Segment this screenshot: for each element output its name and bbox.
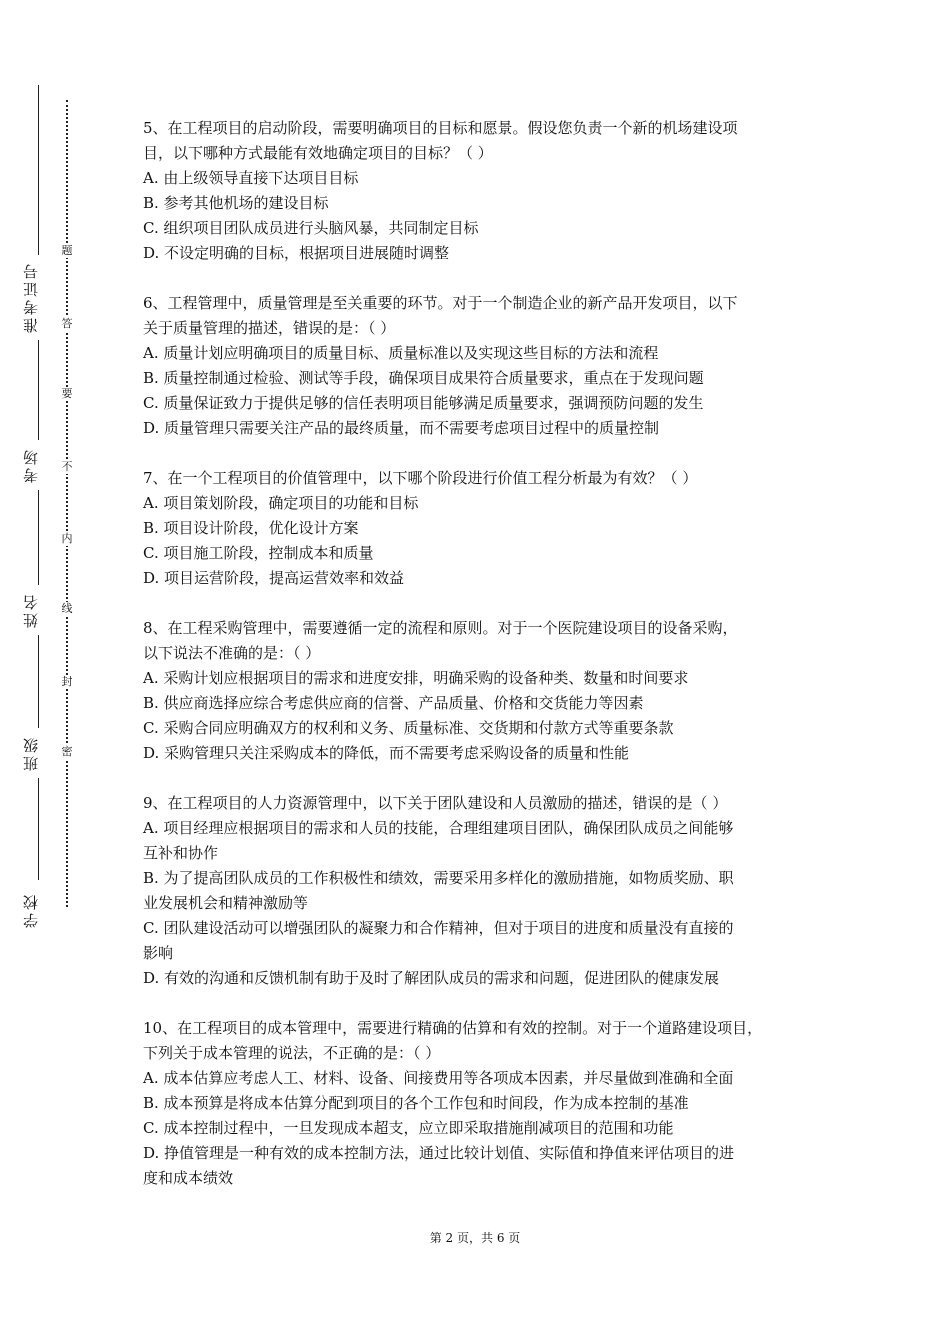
exam-room-label: 考场 <box>18 440 44 490</box>
option-b: B. 供应商选择应综合考虑供应商的信誉、产品质量、价格和交货能力等因素 <box>143 694 644 712</box>
seal-char: 要 <box>58 387 76 401</box>
option-a: A. 由上级领导直接下达项目目标 <box>143 169 359 187</box>
question-6 <box>143 291 813 441</box>
question-10 <box>143 1016 813 1191</box>
option-a: A. 成本估算应考虑人工、材料、设备、间接费用等各项成本因素，并尽量做到准确和全面 <box>143 1069 734 1087</box>
option-a: A. 项目策划阶段，确定项目的功能和目标 <box>143 494 419 512</box>
option-a: A. 质量计划应明确项目的质量目标、质量标准以及实现这些目标的方法和流程 <box>143 344 659 362</box>
seal-char: 线 <box>58 602 76 616</box>
option-c: C. 组织项目团队成员进行头脑风暴，共同制定目标 <box>143 219 479 237</box>
option-a: A. 项目经理应根据项目的需求和人员的技能，合理组建项目团队，确保团队成员之间能够 <box>143 819 734 837</box>
option-b: B. 质量控制通过检验、测试等手段，确保项目成果符合质量要求，重点在于发现问题 <box>143 369 704 387</box>
page-number: 第 2 页，共 6 页 <box>429 1231 521 1245</box>
option-c: C. 成本控制过程中，一旦发现成本超支，应立即采取措施削减项目的范围和功能 <box>143 1119 674 1137</box>
option-c-cont: 影响 <box>143 944 174 962</box>
question-text: 6、工程管理中，质量管理是至关重要的环节。对于一个制造企业的新产品开发项目，以下 <box>143 294 738 312</box>
question-text: 10、在工程项目的成本管理中，需要进行精确的估算和有效的控制。对于一个道路建设项目， <box>143 1019 763 1037</box>
seal-char: 不 <box>58 460 76 474</box>
option-c: C. 质量保证致力于提供足够的信任表明项目能够满足质量要求，强调预防问题的发生 <box>143 394 704 412</box>
question-text: 5、在工程项目的启动阶段，需要明确项目的目标和愿景。假设您负责一个新的机场建设项 <box>143 119 738 137</box>
option-b-cont: 业发展机会和精神激励等 <box>143 894 309 912</box>
option-a-cont: 互补和协作 <box>143 844 219 862</box>
seal-char: 答 <box>58 317 76 331</box>
school-label: 学校 <box>18 880 44 940</box>
question-text: 下列关于成本管理的说法，不正确的是：（ ） <box>143 1044 441 1062</box>
option-b: B. 项目设计阶段，优化设计方案 <box>143 519 359 537</box>
seal-char: 密 <box>58 745 76 759</box>
option-c: C. 项目施工阶段，控制成本和质量 <box>143 544 374 562</box>
seal-char: 题 <box>58 244 76 258</box>
option-d: D. 有效的沟通和反馈机制有助于及时了解团队成员的需求和问题，促进团队的健康发展 <box>143 969 720 987</box>
name-label: 姓名 <box>18 585 44 635</box>
option-d-cont: 度和成本绩效 <box>143 1169 234 1187</box>
option-c: C. 采购合同应明确双方的权利和义务、质量标准、交货期和付款方式等重要条款 <box>143 719 674 737</box>
question-text: 目，以下哪种方式最能有效地确定项目的目标？（ ） <box>143 144 493 162</box>
option-d: D. 挣值管理是一种有效的成本控制方法，通过比较计划值、实际值和挣值来评估项目的进 <box>143 1144 735 1162</box>
seal-char: 内 <box>58 532 76 546</box>
question-list <box>143 116 813 1216</box>
option-a: A. 采购计划应根据项目的需求和进度安排，明确采购的设备种类、数量和时间要求 <box>143 669 689 687</box>
question-8 <box>143 616 813 766</box>
admission-number-label: 准考证号 <box>18 255 44 340</box>
class-label: 班级 <box>18 728 44 778</box>
option-c: C. 团队建设活动可以增强团队的凝聚力和合作精神，但对于项目的进度和质量没有直接的 <box>143 919 734 937</box>
question-9 <box>143 791 813 991</box>
option-d: D. 项目运营阶段，提高运营效率和效益 <box>143 569 405 587</box>
option-b: B. 为了提高团队成员的工作积极性和绩效，需要采用多样化的激励措施，如物质奖励、职 <box>143 869 734 887</box>
option-d: D. 采购管理只关注采购成本的降低，而不需要考虑采购设备的质量和性能 <box>143 744 630 762</box>
option-b: B. 参考其他机场的建设目标 <box>143 194 329 212</box>
seal-dotted-line <box>66 100 68 907</box>
binding-line <box>38 85 39 925</box>
question-text: 7、在一个工程项目的价值管理中，以下哪个阶段进行价值工程分析最为有效？（ ） <box>143 469 698 487</box>
question-text: 关于质量管理的描述，错误的是：（ ） <box>143 319 396 337</box>
question-7 <box>143 466 813 591</box>
seal-char: 封 <box>58 675 76 689</box>
question-text: 8、在工程采购管理中，需要遵循一定的流程和原则。对于一个医院建设项目的设备采购， <box>143 619 738 637</box>
option-d: D. 不设定明确的目标，根据项目进展随时调整 <box>143 244 450 262</box>
question-text: 以下说法不准确的是：（ ） <box>143 644 321 662</box>
option-d: D. 质量管理只需要关注产品的最终质量，而不需要考虑项目过程中的质量控制 <box>143 419 660 437</box>
question-text: 9、在工程项目的人力资源管理中，以下关于团队建设和人员激励的描述，错误的是（ ） <box>143 794 728 812</box>
question-5 <box>143 116 813 266</box>
option-b: B. 成本预算是将成本估算分配到项目的各个工作包和时间段，作为成本控制的基准 <box>143 1094 689 1112</box>
